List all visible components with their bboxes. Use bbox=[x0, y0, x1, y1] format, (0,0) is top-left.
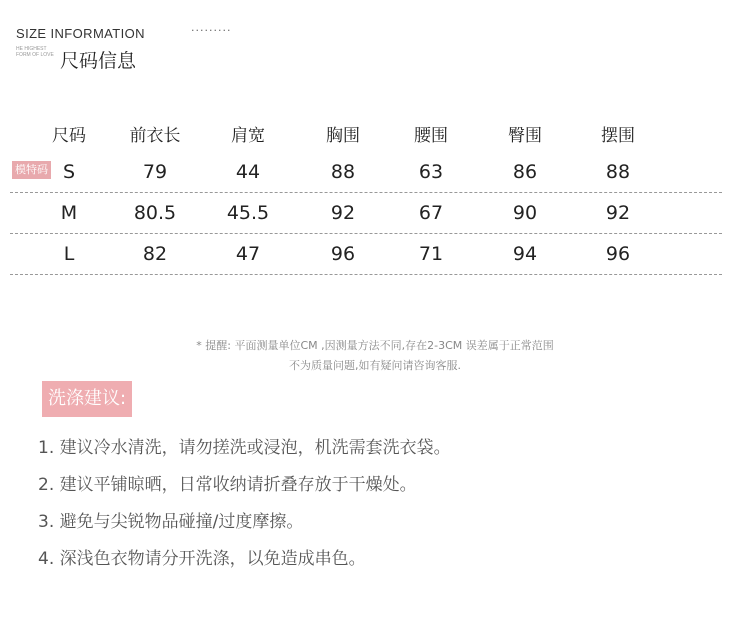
table-header-row bbox=[10, 114, 722, 152]
table-cell: L bbox=[63, 243, 75, 265]
column-header-size: 尺码 bbox=[52, 125, 86, 146]
list-item: 4. 深浅色衣物请分开洗涤，以免造成串色。 bbox=[38, 549, 366, 569]
table-cell: M bbox=[60, 202, 78, 224]
column-header-hem: 摆围 bbox=[601, 125, 635, 146]
table-cell: 96 bbox=[330, 243, 356, 265]
measurement-note-line-2: 不为质量问题,如有疑问请咨询客服. bbox=[289, 359, 461, 372]
table-row bbox=[10, 234, 722, 275]
table-cell: 88 bbox=[605, 161, 631, 183]
wash-advice-list bbox=[38, 435, 451, 583]
table-cell: 79 bbox=[142, 161, 168, 183]
table-cell: 90 bbox=[512, 202, 538, 224]
table-cell: 71 bbox=[418, 243, 444, 265]
tagline-line-1: HE HIGHEST bbox=[16, 46, 47, 52]
table-cell: 82 bbox=[142, 243, 168, 265]
column-header-chest: 胸围 bbox=[326, 125, 360, 146]
column-header-length: 前衣长 bbox=[129, 125, 181, 146]
table-cell: 86 bbox=[512, 161, 538, 183]
size-table bbox=[10, 114, 722, 275]
list-item: 2. 建议平铺晾晒，日常收纳请折叠存放于干燥处。 bbox=[38, 475, 417, 495]
chinese-title: 尺码信息 bbox=[60, 50, 137, 72]
table-cell: 47 bbox=[235, 243, 261, 265]
table-cell: S bbox=[62, 161, 76, 183]
decorative-dots: ········· bbox=[191, 24, 232, 37]
table-row bbox=[10, 152, 722, 193]
measurement-note-line-1: * 提醒: 平面测量单位CM ,因测量方法不同,存在2-3CM 误差属于正常范围 bbox=[196, 339, 554, 352]
table-cell: 80.5 bbox=[133, 202, 177, 224]
wash-advice-title: 洗涤建议: bbox=[42, 381, 132, 417]
table-row bbox=[10, 193, 722, 234]
table-cell: 88 bbox=[330, 161, 356, 183]
english-title: SIZE INFORMATION bbox=[16, 26, 145, 41]
table-cell: 92 bbox=[330, 202, 356, 224]
table-cell: 94 bbox=[512, 243, 538, 265]
column-header-hip: 臀围 bbox=[508, 125, 542, 146]
table-cell: 44 bbox=[235, 161, 261, 183]
table-cell: 67 bbox=[418, 202, 444, 224]
list-item: 1. 建议冷水清洗，请勿搓洗或浸泡，机洗需套洗衣袋。 bbox=[38, 438, 451, 458]
column-header-waist: 腰围 bbox=[414, 125, 448, 146]
tagline-text bbox=[16, 46, 54, 58]
section-header bbox=[16, 26, 145, 72]
table-cell: 96 bbox=[605, 243, 631, 265]
tagline-line-2: FORM OF LOVE bbox=[16, 52, 54, 58]
column-header-shoulder: 肩宽 bbox=[231, 125, 265, 146]
table-cell: 45.5 bbox=[226, 202, 270, 224]
model-size-badge: 模特码 bbox=[12, 161, 51, 179]
table-cell: 63 bbox=[418, 161, 444, 183]
list-item: 3. 避免与尖锐物品碰撞/过度摩擦。 bbox=[38, 512, 304, 532]
table-cell: 92 bbox=[605, 202, 631, 224]
